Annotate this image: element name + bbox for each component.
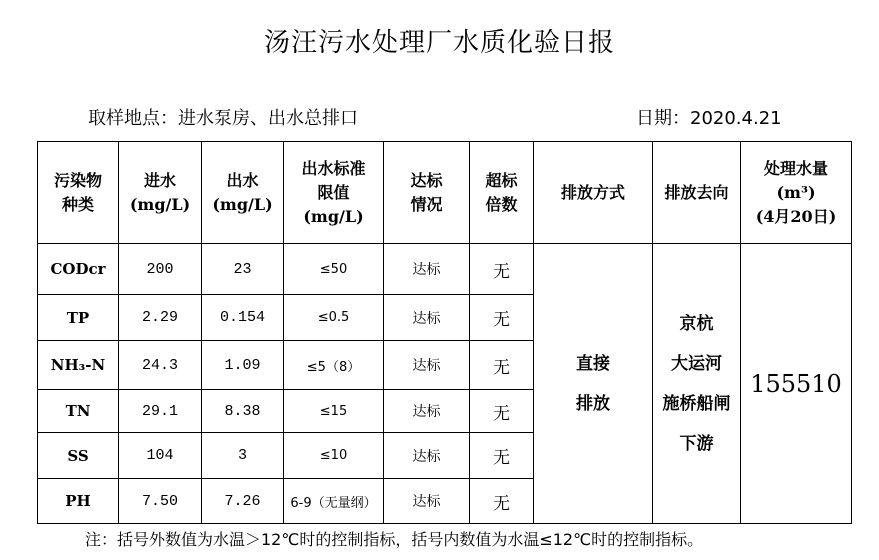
exceed-cell: 无 <box>470 433 534 479</box>
effluent-cell: 23 <box>202 244 284 295</box>
header-text: (m³) <box>776 182 816 202</box>
header-text: 污染物 <box>53 170 102 190</box>
influent-cell: 24.3 <box>119 341 202 390</box>
pollutant-cell: NH₃-N <box>38 341 119 390</box>
header-text: 进水 <box>143 170 176 190</box>
header-text: 出水标准 <box>301 158 366 178</box>
exceed-cell: 无 <box>470 479 534 524</box>
sampling-location: 取样地点：进水泵房、出水总排口 <box>88 108 358 129</box>
status-cell: 达标 <box>384 390 470 433</box>
pollutant-cell: PH <box>38 479 119 524</box>
volume-cell: 155510 <box>741 244 852 524</box>
header-pollutant <box>38 142 119 244</box>
discharge-dest-line: 施桥船闸 <box>662 393 731 414</box>
limit-cell: ≤50 <box>284 244 384 295</box>
header-text: (mg/L) <box>212 194 273 214</box>
discharge-method-cell <box>534 244 653 524</box>
header-discharge-method: 排放方式 <box>534 142 653 244</box>
effluent-cell: 3 <box>202 433 284 479</box>
status-cell: 达标 <box>384 479 470 524</box>
header-text: 达标 <box>410 170 443 190</box>
limit-cell: ≤0.5 <box>284 295 384 341</box>
header-text: 种类 <box>61 194 94 214</box>
limit-cell: ≤15 <box>284 390 384 433</box>
discharge-dest-cell <box>653 244 741 524</box>
influent-cell: 29.1 <box>119 390 202 433</box>
header-text: 情况 <box>410 194 443 214</box>
header-text: 处理水量 <box>763 158 828 178</box>
header-text: (4月20日) <box>755 206 837 226</box>
table-row <box>38 244 852 295</box>
discharge-dest-line: 大运河 <box>671 353 722 374</box>
limit-cell: ≤5（8） <box>284 341 384 390</box>
effluent-cell: 8.38 <box>202 390 284 433</box>
status-cell: 达标 <box>384 341 470 390</box>
status-cell: 达标 <box>384 244 470 295</box>
discharge-dest-line: 京杭 <box>679 313 714 334</box>
header-compliance <box>384 142 470 244</box>
effluent-cell: 7.26 <box>202 479 284 524</box>
exceed-cell: 无 <box>470 390 534 433</box>
influent-cell: 2.29 <box>119 295 202 341</box>
influent-cell: 7.50 <box>119 479 202 524</box>
status-cell: 达标 <box>384 295 470 341</box>
discharge-dest-line: 下游 <box>679 433 714 454</box>
report-title: 汤汪污水处理厂水质化验日报 <box>263 28 615 58</box>
influent-cell: 200 <box>119 244 202 295</box>
effluent-cell: 1.09 <box>202 341 284 390</box>
exceed-cell: 无 <box>470 341 534 390</box>
exceed-cell: 无 <box>470 244 534 295</box>
pollutant-cell: SS <box>38 433 119 479</box>
header-discharge-dest: 排放去向 <box>653 142 741 244</box>
header-text: 出水 <box>226 170 259 190</box>
discharge-method-line: 排放 <box>576 393 610 414</box>
header-influent <box>119 142 202 244</box>
header-text: (mg/L) <box>303 206 364 226</box>
footnote: 注：括号外数值为水温＞12℃时的控制指标，括号内数值为水温≤12℃时的控制指标。 <box>85 530 704 549</box>
header-limit <box>284 142 384 244</box>
limit-cell: 6-9（无量纲） <box>284 479 384 524</box>
pollutant-cell: TN <box>38 390 119 433</box>
header-text: (mg/L) <box>129 194 191 214</box>
header-exceed <box>470 142 534 244</box>
influent-cell: 104 <box>119 433 202 479</box>
header-text: 限值 <box>317 182 350 202</box>
limit-cell: ≤10 <box>284 433 384 479</box>
header-volume <box>741 142 852 244</box>
effluent-cell: 0.154 <box>202 295 284 341</box>
discharge-method-line: 直接 <box>576 353 610 374</box>
header-row <box>38 142 852 244</box>
exceed-cell: 无 <box>470 295 534 341</box>
report-date: 日期：2020.4.21 <box>636 108 782 129</box>
water-quality-table <box>37 141 852 524</box>
header-text: 超标 <box>485 170 518 190</box>
pollutant-cell: CODcr <box>38 244 119 295</box>
pollutant-cell: TP <box>38 295 119 341</box>
header-effluent <box>202 142 284 244</box>
status-cell: 达标 <box>384 433 470 479</box>
header-text: 倍数 <box>485 194 518 214</box>
